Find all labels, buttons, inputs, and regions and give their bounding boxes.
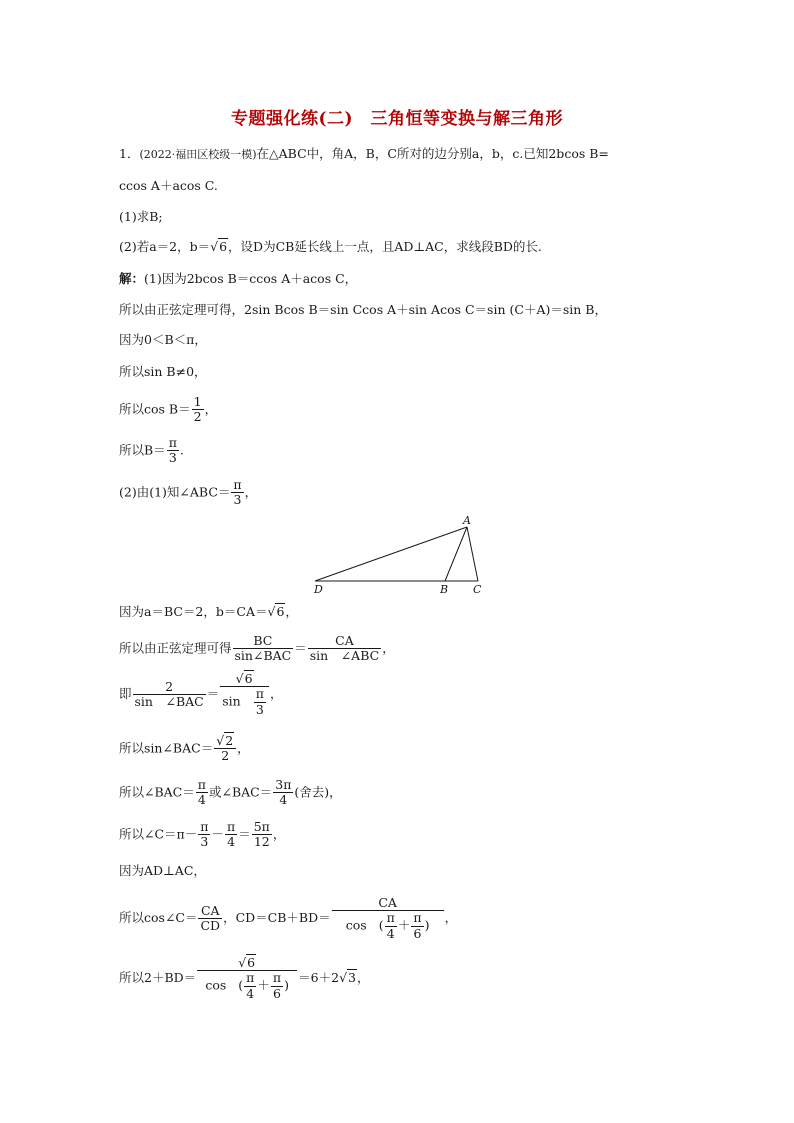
solution-line-3 bbox=[119, 334, 207, 347]
solution-text: ，CD＝CB＋BD＝ bbox=[223, 910, 331, 926]
solution-line-12 bbox=[119, 778, 342, 808]
label-B: B bbox=[440, 583, 449, 596]
numerator: π bbox=[227, 819, 236, 834]
segment-AB bbox=[445, 527, 467, 581]
problem-line-1 bbox=[119, 148, 609, 161]
solution-text: 因为a＝BC＝2，b＝CA＝ bbox=[119, 604, 268, 619]
numerator: 1 bbox=[193, 394, 202, 409]
sqrt-value: 6 bbox=[244, 671, 253, 686]
denominator: 2 bbox=[221, 748, 230, 764]
denominator: 4 bbox=[197, 792, 206, 808]
denominator: 12 bbox=[253, 834, 270, 850]
numerator: π bbox=[272, 970, 282, 986]
solution-line-5 bbox=[119, 395, 217, 425]
denominator: 3 bbox=[255, 701, 264, 717]
solution-text: ， bbox=[272, 826, 286, 842]
numerator: π bbox=[246, 970, 255, 986]
fraction bbox=[271, 971, 283, 1001]
denominator: 3 bbox=[168, 450, 177, 466]
fraction bbox=[254, 687, 266, 717]
problem-part-1 bbox=[119, 211, 163, 224]
denominator: sin ∠BAC bbox=[134, 694, 204, 710]
numerator: π bbox=[200, 819, 209, 834]
label-C: C bbox=[473, 583, 482, 596]
denominator bbox=[220, 687, 269, 717]
sqrt-value: 3 bbox=[348, 970, 356, 986]
solution-text: 所以B＝ bbox=[119, 442, 166, 458]
solution-line-9 bbox=[119, 634, 395, 664]
problem-line-2 bbox=[119, 180, 218, 193]
fraction bbox=[385, 911, 397, 941]
solution-label: 解： bbox=[119, 271, 145, 286]
solution-text: 所以cos B＝ bbox=[119, 401, 191, 417]
solution-text: ， bbox=[244, 484, 258, 500]
denominator: cos ( $\frac{\pi}{4}$ ＋ $\frac{\pi}{6}$ ) bbox=[345, 910, 430, 941]
fraction bbox=[273, 778, 293, 808]
numerator: BC bbox=[233, 634, 294, 649]
solution-line-2 bbox=[119, 304, 607, 317]
solution-line-13 bbox=[119, 820, 285, 850]
sqrt-value: 2 bbox=[225, 733, 234, 748]
fraction bbox=[214, 734, 236, 764]
denominator: 3 bbox=[200, 834, 209, 850]
fraction bbox=[411, 911, 423, 941]
solution-text: ， bbox=[285, 604, 298, 619]
solution-line-4 bbox=[119, 366, 207, 379]
numerator: CA bbox=[332, 896, 444, 911]
sqrt-value: 6 bbox=[276, 604, 285, 619]
solution-text: ， bbox=[444, 910, 458, 926]
solution-text: ， bbox=[269, 686, 283, 702]
fraction bbox=[198, 820, 210, 850]
plus-sign: ＋ bbox=[257, 977, 270, 993]
label-A: A bbox=[463, 514, 471, 527]
cos-text: cos bbox=[205, 977, 227, 993]
numerator: π bbox=[233, 477, 242, 492]
cos-text: cos bbox=[345, 917, 367, 933]
solution-text: 即 bbox=[119, 686, 132, 702]
solution-text: 所以sin B≠0， bbox=[119, 364, 207, 379]
segment-DA bbox=[315, 527, 467, 581]
problem-stem: 在△ABC中，角A，B，C所对的边分别a，b，c.已知2bcos B= bbox=[256, 146, 609, 161]
solution-line-16: 所以2＋BD＝ √6 cos ( $\frac{\pi}{4}$ ＋ $\frac{\pi}{6}$ ) ＝6＋2√3， bbox=[119, 955, 370, 1001]
solution-text: 因为AD⊥AC， bbox=[119, 863, 206, 878]
part2-text-cont: ，设D为CB延长线上一点，且AD⊥AC，求线段BD的长. bbox=[228, 239, 542, 254]
fraction bbox=[133, 680, 206, 710]
fraction bbox=[197, 956, 297, 1001]
numerator: CA bbox=[198, 904, 222, 919]
fraction bbox=[252, 820, 272, 850]
numerator: π bbox=[255, 686, 264, 702]
fraction bbox=[308, 634, 381, 664]
solution-text: 因为0＜B＜π， bbox=[119, 332, 207, 347]
fraction bbox=[332, 896, 444, 941]
solution-text: (1)因为2bcos B＝ccos A＋acos C， bbox=[144, 271, 358, 286]
denominator: CD bbox=[200, 918, 221, 934]
solution-text: ， bbox=[204, 401, 218, 417]
denominator: 6 bbox=[413, 925, 422, 941]
solution-text: 所以∠C＝π－ bbox=[119, 826, 198, 842]
solution-line-14 bbox=[119, 865, 206, 878]
numerator: π bbox=[168, 435, 177, 450]
solution-text: (2)由(1)知∠ABC＝ bbox=[119, 484, 231, 500]
fraction bbox=[220, 672, 269, 717]
solution-text: ＝ bbox=[294, 640, 307, 656]
sqrt-value: 6 bbox=[219, 239, 228, 254]
numerator: 2 bbox=[133, 680, 206, 695]
sqrt-value: 6 bbox=[247, 955, 256, 970]
denominator: cos ( $\frac{\pi}{4}$ ＋ $\frac{\pi}{6}$ ) bbox=[205, 970, 290, 1001]
fraction bbox=[244, 971, 256, 1001]
segment-AC bbox=[467, 527, 478, 581]
numerator: √6 bbox=[197, 956, 297, 971]
solution-text: 所以2＋BD＝ bbox=[119, 970, 197, 986]
problem-part-2: (2)若a＝2，b＝√6，设D为CB延长线上一点，且AD⊥AC，求线段BD的长. bbox=[119, 239, 542, 254]
numerator: 5π bbox=[253, 819, 270, 834]
solution-text: ， bbox=[237, 740, 250, 756]
plus-sign: ＋ bbox=[397, 917, 411, 933]
denominator: 4 bbox=[279, 792, 288, 808]
denominator: 3 bbox=[233, 492, 242, 508]
solution-text: 所以由正弦定理可得，2sin Bcos B＝sin Ccos A＋sin Acos C＝sin (C＋A)＝sin B， bbox=[119, 302, 607, 317]
fraction bbox=[233, 634, 294, 664]
denominator: sin∠BAC bbox=[234, 648, 292, 664]
solution-line-15 bbox=[119, 896, 457, 941]
solution-text: 所以∠BAC＝ bbox=[119, 784, 195, 800]
denominator: 4 bbox=[386, 925, 395, 941]
solution-text: ， bbox=[357, 970, 370, 986]
fraction bbox=[225, 820, 237, 850]
solution-text: 所以cos∠C＝ bbox=[119, 910, 198, 926]
solution-text: ， bbox=[382, 640, 395, 656]
denominator: 2 bbox=[193, 409, 202, 425]
numerator: √2 bbox=[214, 734, 236, 749]
solution-line-1 bbox=[119, 273, 357, 286]
denominator: 4 bbox=[227, 834, 236, 850]
denominator: 4 bbox=[246, 985, 255, 1001]
fraction bbox=[196, 778, 208, 808]
solution-line-6 bbox=[119, 436, 184, 466]
fraction bbox=[231, 478, 243, 508]
denominator: sin ∠ABC bbox=[309, 648, 380, 664]
solution-text: 所以由正弦定理可得 bbox=[119, 640, 232, 656]
solution-text: ＝ bbox=[206, 686, 220, 702]
denominator: 6 bbox=[273, 985, 281, 1001]
problem-number: 1． bbox=[119, 146, 140, 161]
solution-line-10 bbox=[119, 672, 282, 717]
problem-source: (2022·福田区校级一模) bbox=[139, 148, 257, 161]
numerator: π bbox=[413, 910, 422, 926]
solution-text: ＝ bbox=[238, 826, 251, 842]
fraction bbox=[192, 395, 204, 425]
solution-text: 或∠BAC＝ bbox=[208, 784, 273, 800]
part1-text: (1)求B; bbox=[119, 209, 163, 224]
label-D: D bbox=[314, 583, 323, 596]
triangle-figure bbox=[300, 510, 500, 600]
numerator: √6 bbox=[220, 672, 269, 687]
page-title: 专题强化练(二) 三角恒等变换与解三角形 bbox=[230, 109, 564, 129]
solution-line-11 bbox=[119, 734, 250, 764]
solution-text: ＝6＋2 bbox=[298, 970, 340, 986]
solution-text: － bbox=[211, 826, 224, 842]
numerator: π bbox=[386, 910, 395, 926]
numerator: 3π bbox=[275, 777, 292, 792]
solution-text: . bbox=[179, 442, 184, 458]
solution-line-8: 因为a＝BC＝2，b＝CA＝√6， bbox=[119, 604, 298, 619]
fraction bbox=[198, 904, 222, 934]
numerator: π bbox=[197, 777, 206, 792]
problem-stem-cont: ccos A＋acos C. bbox=[119, 178, 218, 193]
solution-text: 所以sin∠BAC＝ bbox=[119, 740, 214, 756]
sin-text: sin bbox=[222, 693, 241, 709]
solution-line-7 bbox=[119, 478, 257, 508]
solution-text: (舍去)， bbox=[294, 784, 342, 800]
numerator: CA bbox=[308, 634, 381, 649]
fraction bbox=[167, 436, 179, 466]
part2-text: (2)若a＝2，b＝ bbox=[119, 239, 211, 254]
